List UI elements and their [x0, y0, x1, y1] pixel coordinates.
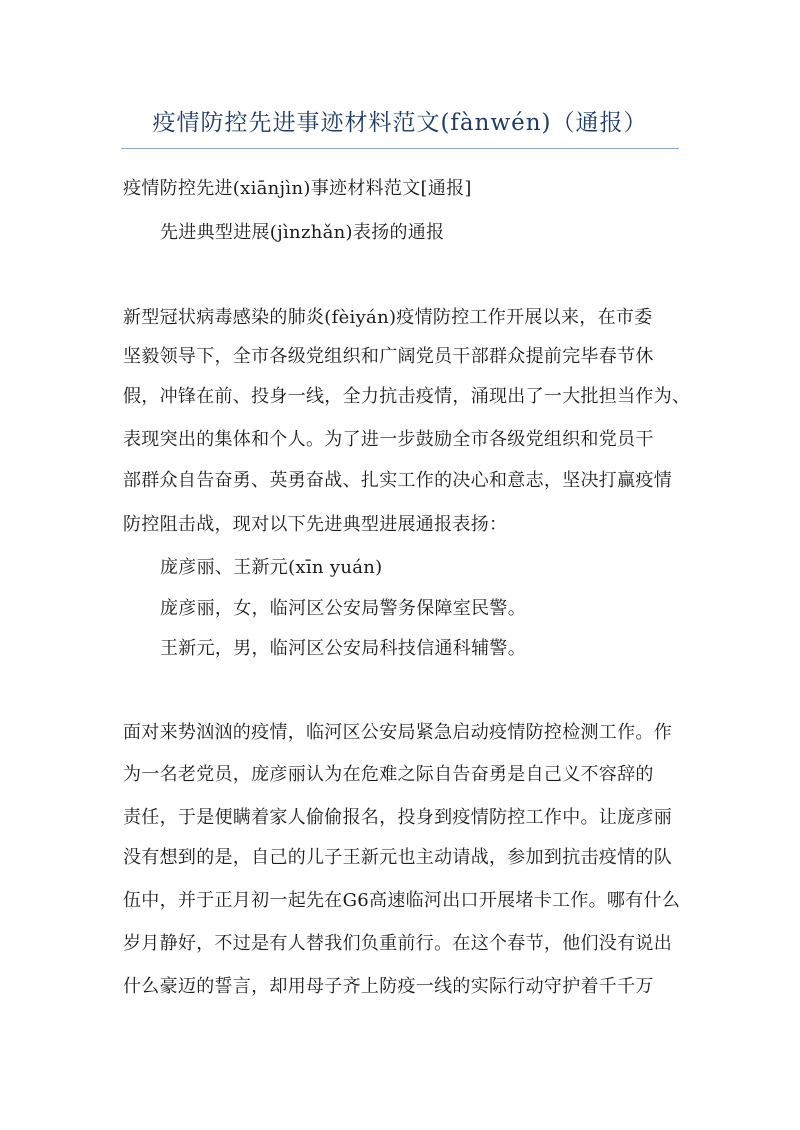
paragraph-line: 新型冠状病毒感染的肺炎(fèiyán)疫情防控工作开展以来，在市委 [123, 307, 653, 328]
paragraph-line: 为一名老党员，庞彦丽认为在危难之际自告奋勇是自己义不容辞的 [123, 764, 654, 785]
paragraph-line: 坚毅领导下，全市各级党组织和广阔党员干部群众提前完毕春节休 [123, 346, 654, 367]
paragraph-line: 没有想到的是，自己的儿子王新元也主动请战，参加到抗击疫情的队 [123, 847, 672, 868]
paragraph-line: 面对来势汹汹的疫情，临河区公安局紧急启动疫情防控检测工作。作 [123, 722, 672, 743]
honoree-names: 庞彦丽、王新元(xīn yuán) [160, 557, 383, 578]
honoree-detail: 王新元，男，临河区公安局科技信通科辅警。 [160, 638, 526, 659]
paragraph-line: 假，冲锋在前、投身一线，全力抗击疫情，涌现出了一大批担当作为、 [123, 386, 691, 407]
notice-heading: 先进典型进展(jìnzhǎn)表扬的通报 [160, 222, 445, 243]
honoree-detail: 庞彦丽，女，临河区公安局警务保障室民警。 [160, 598, 526, 619]
paragraph-line: 岁月静好，不过是有人替我们负重前行。在这个春节，他们没有说出 [123, 933, 672, 954]
subtitle-line: 疫情防控先进(xiānjìn)事迹材料范文[通报] [123, 178, 472, 199]
paragraph-line: 伍中，并于正月初一起先在G6高速临河出口开展堵卡工作。哪有什么 [123, 890, 681, 911]
paragraph-line: 责任，于是便瞒着家人偷偷报名，投身到疫情防控工作中。让庞彦丽 [123, 807, 672, 828]
title-underline [121, 148, 679, 149]
paragraph-line: 什么豪迈的誓言，却用母子齐上防疫一线的实际行动守护着千千万 [123, 976, 654, 997]
paragraph-line: 表现突出的集体和个人。为了进一步鼓励全市各级党组织和党员干 [123, 429, 654, 450]
document-title: 疫情防控先进事迹材料范文(fànwén)（通报） [152, 110, 648, 136]
paragraph-line: 防控阻击战，现对以下先进典型进展通报表扬： [123, 514, 508, 535]
paragraph-line: 部群众自告奋勇、英勇奋战、扎实工作的决心和意志，坚决打赢疫情 [123, 470, 672, 491]
